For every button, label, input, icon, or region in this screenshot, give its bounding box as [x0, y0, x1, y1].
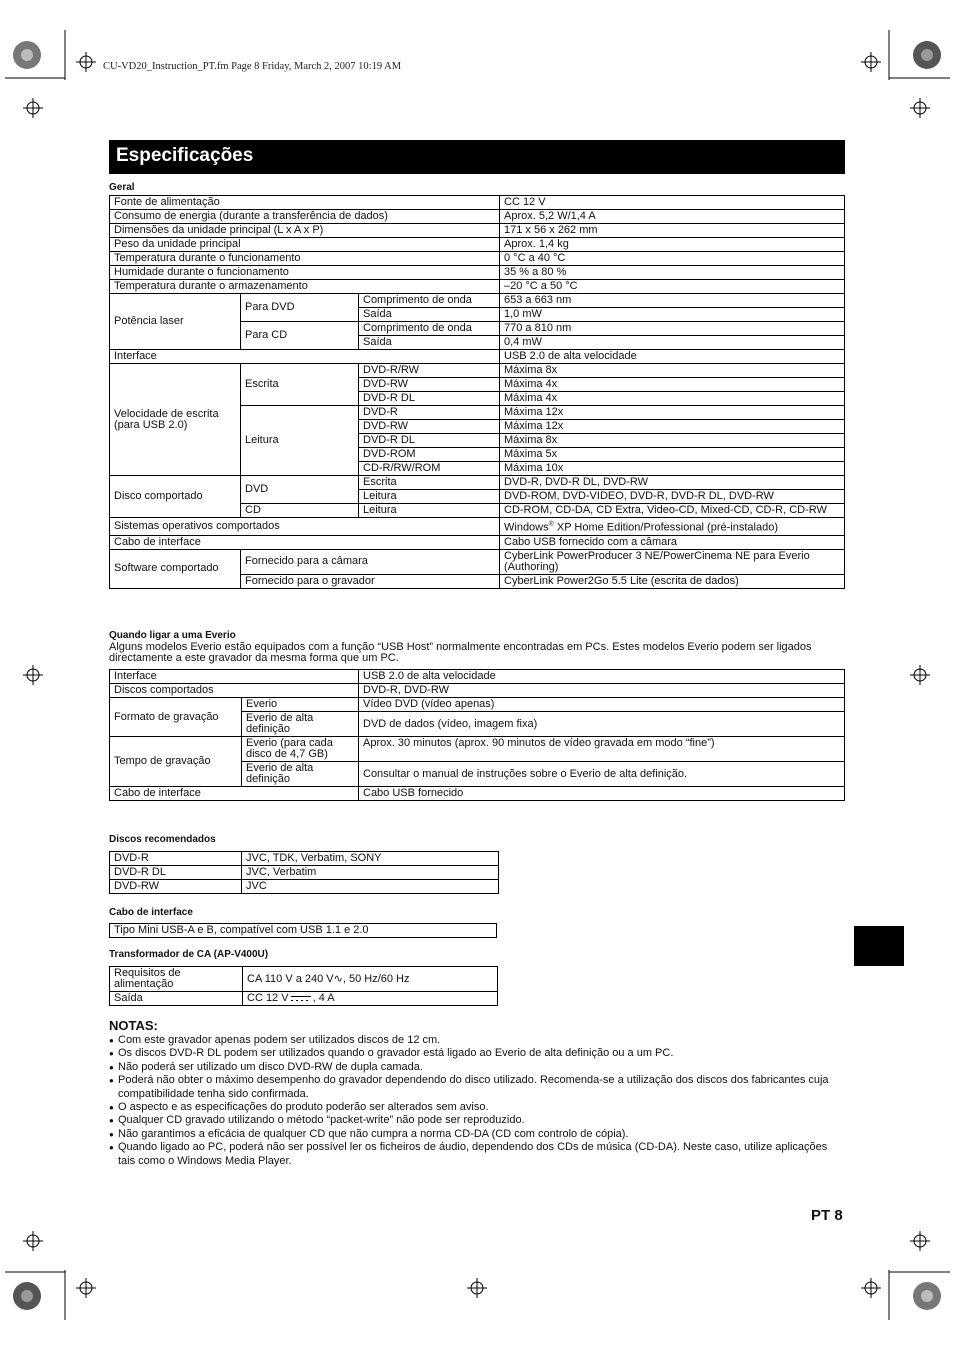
- table-cell: Vídeo DVD (vídeo apenas): [359, 698, 845, 712]
- ac-wave-icon: ∿: [333, 972, 343, 985]
- table-cell: Máxima 5x: [500, 448, 845, 462]
- table-cell: Saída: [110, 992, 243, 1006]
- table-cell: 0 °C a 40 °C: [500, 252, 845, 266]
- table-row: [110, 224, 845, 238]
- table-cell: Aprox. 1,4 kg: [500, 238, 845, 252]
- table-cell: Cabo USB fornecido com a câmara: [500, 535, 845, 549]
- table-row: [110, 266, 845, 280]
- table-cell: 1,0 mW: [500, 308, 845, 322]
- table-cell: USB 2.0 de alta velocidade: [359, 670, 845, 684]
- table-cell: Tempo de gravação: [110, 737, 242, 787]
- table-cell: Comprimento de onda: [359, 294, 500, 308]
- table-row: [110, 280, 845, 294]
- list-item: ● Quando ligado ao PC, poderá não ser possível ler os ficheiros de áudio, dependendo dos CDs de música (CD-DA). Neste caso, utilize aplicações tais como o Windows Media Player.: [109, 1141, 845, 1168]
- color-wheel-icon: [913, 41, 941, 69]
- notes-list: [109, 1034, 845, 1168]
- table-row: [110, 852, 499, 866]
- table-cell: Máxima 12x: [500, 420, 845, 434]
- table-cell: Temperatura durante o funcionamento: [110, 252, 500, 266]
- table-cell: CD: [241, 504, 359, 518]
- table-cell: CyberLink PowerProducer 3 NE/PowerCinema NE para Everio (Authoring): [500, 549, 845, 574]
- table-cell: Leitura: [359, 490, 500, 504]
- list-item: ● Não garantimos a eficácia de qualquer CD que não cumpra a norma CD-DA (CD com controlo de cópia).: [109, 1128, 845, 1141]
- table-cell: Máxima 4x: [500, 378, 845, 392]
- table-cell: CD-R/RW/ROM: [359, 462, 500, 476]
- crosshair-icon: [910, 1231, 930, 1251]
- table-cell: Everio: [242, 698, 359, 712]
- table-row: [110, 210, 845, 224]
- table-cell: 653 a 663 nm: [500, 294, 845, 308]
- table-row: [110, 967, 498, 992]
- table-cell: Cabo de interface: [110, 535, 500, 549]
- crosshair-icon: [861, 52, 881, 72]
- table-cell: Para CD: [241, 322, 359, 350]
- table-row: [110, 518, 845, 536]
- table-cell: Saída: [359, 308, 500, 322]
- section-heading-adapter: Transformador de CA (AP-V400U): [109, 949, 269, 960]
- table-cell: DVD-R, DVD-R DL, DVD-RW: [500, 476, 845, 490]
- color-wheel-icon: [13, 1282, 41, 1310]
- cable-table: [109, 923, 497, 938]
- color-wheel-icon: [13, 41, 41, 69]
- table-cell: CyberLink Power2Go 5.5 Lite (escrita de dados): [500, 574, 845, 588]
- table-cell: CA 110 V a 240 V∿, 50 Hz/60 Hz: [243, 967, 498, 992]
- list-item: ● Com este gravador apenas podem ser utilizados discos de 12 cm.: [109, 1034, 845, 1047]
- table-cell: Leitura: [241, 406, 359, 476]
- table-cell: Everio de alta definição: [242, 762, 359, 787]
- dc-symbol-icon: [291, 996, 311, 1003]
- table-cell: Consultar o manual de instruções sobre o Everio de alta definição.: [359, 762, 845, 787]
- table-cell: CC 12 V , 4 A: [243, 992, 498, 1006]
- table-cell: DVD de dados (vídeo, imagem fixa): [359, 712, 845, 737]
- table-cell: DVD-R DL: [359, 392, 500, 406]
- page-number: PT 8: [811, 1207, 843, 1224]
- table-cell: DVD-R, DVD-RW: [359, 684, 845, 698]
- table-row: [110, 737, 845, 762]
- table-row: [110, 684, 845, 698]
- title-bar: [109, 140, 845, 174]
- table-cell: Tipo Mini USB-A e B, compatível com USB 1.1 e 2.0: [110, 924, 497, 938]
- table-row: [110, 880, 499, 894]
- table-cell: DVD-ROM, DVD-VIDEO, DVD-R, DVD-R DL, DVD-RW: [500, 490, 845, 504]
- table-cell: DVD-R DL: [110, 866, 242, 880]
- table-row: [110, 350, 845, 364]
- adapter-table: [109, 966, 498, 1006]
- table-cell: Windows® XP Home Edition/Professional (pré-instalado): [500, 518, 845, 536]
- crosshair-icon: [910, 98, 930, 118]
- table-row: [110, 924, 497, 938]
- table-cell: Fornecido para o gravador: [241, 574, 500, 588]
- table-cell: JVC: [242, 880, 499, 894]
- crosshair-icon: [910, 665, 930, 685]
- crosshair-icon: [23, 665, 43, 685]
- table-cell: Potência laser: [110, 294, 241, 350]
- table-cell: Requisitos de alimentação: [110, 967, 243, 992]
- file-header: CU-VD20_Instruction_PT.fm Page 8 Friday, March 2, 2007 10:19 AM: [103, 61, 402, 72]
- table-cell: JVC, TDK, Verbatim, SONY: [242, 852, 499, 866]
- table-cell: –20 °C a 50 °C: [500, 280, 845, 294]
- crosshair-icon: [23, 98, 43, 118]
- table-cell: Temperatura durante o armazenamento: [110, 280, 500, 294]
- table-cell: Disco comportado: [110, 476, 241, 518]
- section-heading-recommended: Discos recomendados: [109, 834, 216, 845]
- table-cell: DVD-R/RW: [359, 364, 500, 378]
- table-cell: CD-ROM, CD-DA, CD Extra, Video-CD, Mixed-CD, CD-R, CD-RW: [500, 504, 845, 518]
- table-cell: JVC, Verbatim: [242, 866, 499, 880]
- table-cell: DVD-RW: [110, 880, 242, 894]
- table-cell: Consumo de energia (durante a transferência de dados): [110, 210, 500, 224]
- list-item: ● Qualquer CD gravado utilizando o método “packet-write” não pode ser reproduzido.: [109, 1114, 845, 1127]
- table-cell: Software comportado: [110, 549, 241, 588]
- general-specs-table: [109, 195, 845, 589]
- table-cell: DVD-R: [110, 852, 242, 866]
- table-cell: Cabo de interface: [110, 787, 359, 801]
- language-tab: [854, 926, 904, 966]
- table-row: [110, 866, 499, 880]
- crosshair-icon: [76, 52, 96, 72]
- table-cell: Interface: [110, 350, 500, 364]
- table-cell: Escrita: [359, 476, 500, 490]
- list-item: ● Os discos DVD-R DL podem ser utilizados quando o gravador está ligado ao Everio de alta definição ou a um PC.: [109, 1047, 845, 1060]
- table-cell: Máxima 8x: [500, 434, 845, 448]
- table-cell: CC 12 V: [500, 196, 845, 210]
- table-row: [110, 252, 845, 266]
- table-cell: Peso da unidade principal: [110, 238, 500, 252]
- crosshair-icon: [861, 1278, 881, 1298]
- page-title: Especificações: [116, 145, 254, 166]
- table-cell: Velocidade de escrita (para USB 2.0): [110, 364, 241, 476]
- everio-description: Alguns modelos Everio estão equipados com a função “USB Host” normalmente encontradas em PCs. Estes modelos Everio podem ser ligados directamente a este gravador da mesma forma que um PC.: [109, 641, 812, 664]
- crosshair-icon: [76, 1278, 96, 1298]
- table-row: [110, 294, 845, 308]
- table-cell: Comprimento de onda: [359, 322, 500, 336]
- table-cell: DVD: [241, 476, 359, 504]
- table-cell: Escrita: [241, 364, 359, 406]
- everio-table: [109, 669, 845, 801]
- table-cell: Formato de gravação: [110, 698, 242, 737]
- table-cell: Máxima 4x: [500, 392, 845, 406]
- table-cell: Fornecido para a câmara: [241, 549, 500, 574]
- table-cell: DVD-R: [359, 406, 500, 420]
- table-cell: Leitura: [359, 504, 500, 518]
- table-cell: Para DVD: [241, 294, 359, 322]
- table-row: [110, 992, 498, 1006]
- color-wheel-icon: [913, 1282, 941, 1310]
- table-cell: Fonte de alimentação: [110, 196, 500, 210]
- table-cell: 35 % a 80 %: [500, 266, 845, 280]
- list-item: ● O aspecto e as especificações do produto poderão ser alterados sem aviso.: [109, 1101, 845, 1114]
- table-cell: Everio (para cada disco de 4,7 GB): [242, 737, 359, 762]
- table-cell: 770 a 810 nm: [500, 322, 845, 336]
- table-cell: Máxima 8x: [500, 364, 845, 378]
- table-cell: Aprox. 5,2 W/1,4 A: [500, 210, 845, 224]
- notes-title: NOTAS:: [109, 1018, 158, 1033]
- list-item: ● Não poderá ser utilizado um disco DVD-RW de dupla camada.: [109, 1061, 845, 1074]
- section-heading-cable: Cabo de interface: [109, 907, 193, 918]
- table-cell: Máxima 10x: [500, 462, 845, 476]
- table-cell: Saída: [359, 336, 500, 350]
- recommended-discs-table: [109, 851, 499, 894]
- table-cell: Cabo USB fornecido: [359, 787, 845, 801]
- crosshair-icon: [23, 1231, 43, 1251]
- table-cell: Dimensões da unidade principal (L x A x P): [110, 224, 500, 238]
- table-cell: Everio de alta definição: [242, 712, 359, 737]
- table-cell: DVD-ROM: [359, 448, 500, 462]
- table-row: [110, 196, 845, 210]
- table-cell: 171 x 56 x 262 mm: [500, 224, 845, 238]
- table-cell: Interface: [110, 670, 359, 684]
- table-row: [110, 787, 845, 801]
- section-heading-everio: Quando ligar a uma Everio: [109, 630, 236, 641]
- table-row: [110, 549, 845, 574]
- table-cell: DVD-R DL: [359, 434, 500, 448]
- table-cell: Aprox. 30 minutos (aprox. 90 minutos de vídeo gravada em modo “fine”): [359, 737, 845, 762]
- table-cell: Humidade durante o funcionamento: [110, 266, 500, 280]
- table-row: [110, 698, 845, 712]
- table-cell: DVD-RW: [359, 420, 500, 434]
- table-cell: DVD-RW: [359, 378, 500, 392]
- table-cell: USB 2.0 de alta velocidade: [500, 350, 845, 364]
- table-cell: Sistemas operativos comportados: [110, 518, 500, 536]
- table-row: [110, 670, 845, 684]
- table-row: [110, 535, 845, 549]
- section-heading-geral: Geral: [109, 182, 135, 193]
- crosshair-icon: [467, 1278, 487, 1298]
- table-cell: Máxima 12x: [500, 406, 845, 420]
- table-row: [110, 476, 845, 490]
- table-cell: Discos comportados: [110, 684, 359, 698]
- table-cell: 0,4 mW: [500, 336, 845, 350]
- table-row: [110, 364, 845, 378]
- list-item: ● Poderá não obter o máximo desempenho do gravador dependendo do disco utilizado. Recomenda-se a utilização dos discos dos fabricantes cuja compatibilidade tenha sido confirmada.: [109, 1074, 845, 1101]
- table-row: [110, 238, 845, 252]
